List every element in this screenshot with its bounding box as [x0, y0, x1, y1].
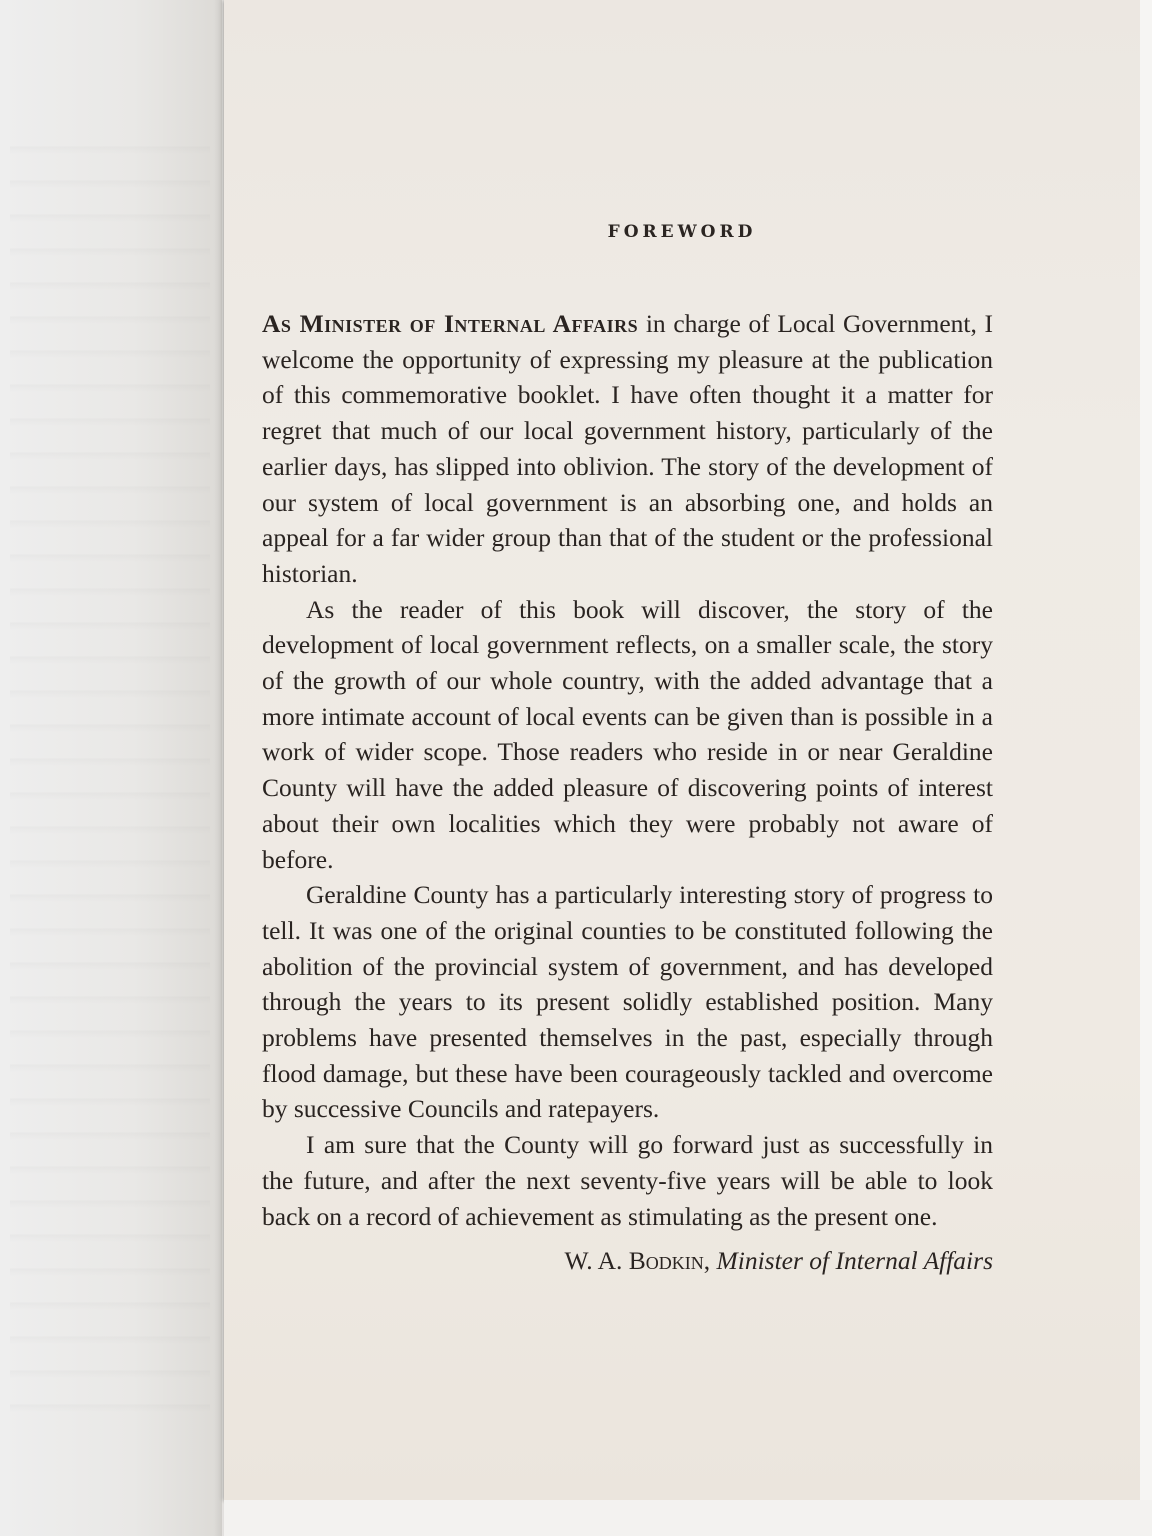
paragraph-4: I am sure that the County will go forward just as successfully in the future, and after the next seventy-five years will be able to look back on a record of achievement as stimulating as the present one. — [262, 1130, 993, 1231]
signature — [262, 1243, 993, 1279]
bottom-strip — [224, 1500, 1152, 1536]
right-margin — [1140, 0, 1152, 1536]
left-page — [0, 0, 222, 1536]
signature-name: W. A. Bodkin, — [564, 1246, 711, 1276]
page-heading: FOREWORD — [607, 222, 757, 242]
paragraph-3: Geraldine County has a particularly interesting story of progress to tell. It was one of the original counties to be constituted following the abolition of the provincial system of government, and has developed through the years to its present solidly established position. Many problems have presented themselves in the past, especially through flood damage, but these have been courageously tackled and overcome by successive Councils and ratepayers. — [262, 880, 993, 1124]
paragraph-2: As the reader of this book will discover, the story of the development of local government reflects, on a smaller scale, the story of the growth of our whole country, with the added advantage that a more intimate account of local events can be given than is possible in a work of wider scope. Those readers who reside in or near Geraldine County will have the added pleasure of discovering points of interest about their own localities which they were probably not aware of before. — [262, 594, 993, 874]
paragraph-1-text: in charge of Local Government, I welcome the opportunity of expressing my pleasure at the publication of this commemorative booklet. I have often thought it a matter for regret that much of our local government history, particularly of the earlier days, has slipped into oblivion. The story of the development of our system of local government is an absorbing one, and holds an appeal for a far wider group than that of the student or the professional historian. — [262, 309, 993, 588]
paragraph-1-lead: As Minister of Internal Affairs — [262, 309, 639, 338]
signature-title: Minister of Internal Affairs — [716, 1246, 993, 1276]
paragraph-1 — [262, 306, 993, 592]
foreword-body — [262, 306, 993, 1279]
left-page-bleed-through — [10, 120, 210, 1420]
